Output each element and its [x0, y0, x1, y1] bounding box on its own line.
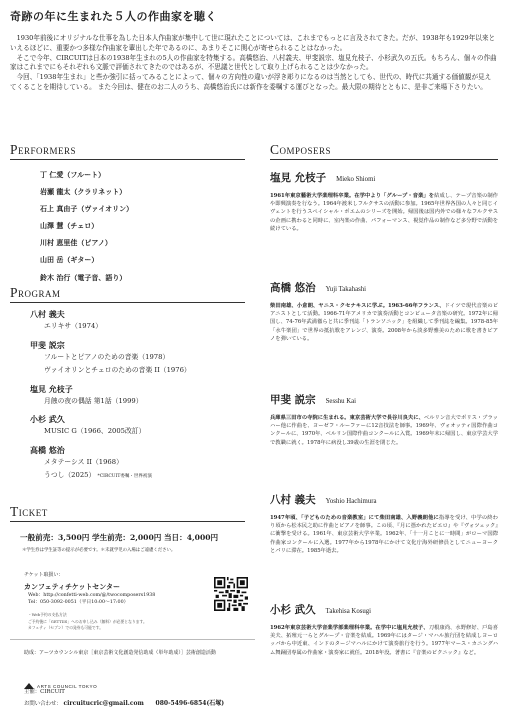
- composer-bio-lead: 柴田南雄、小倉朗、ヤニス・クセナキスに学ぶ。1963-66年フランス、: [270, 303, 445, 309]
- composer-profile: [270, 170, 498, 233]
- performer-item: 丁 仁愛（フルート）: [40, 170, 106, 179]
- program-composer: 小杉 武久: [30, 414, 65, 424]
- composer-bio-text: 結成し、テープ音楽の制作や即興演奏を行なう。1964年渡米しフルクサスの活動に参加。1965年世界各国の人々と同じイヴェントを行うスペイシャル・ポエムのシリーズを開始。帰国後は国内外での様々なフルクサスの企画に携わると同時に、室内楽の作曲、パフォーマンス、視覚作品の制作など多分野で活動を続けている。: [270, 193, 498, 232]
- program-work: 月蝕の夜の偶話 第1話（1999）: [44, 396, 143, 405]
- ticket-phone: Tel：050-3092-0051（平日10:00〜17:00）: [28, 600, 129, 606]
- composer-name-jp: 甲斐 説宗: [270, 394, 316, 406]
- ticket-sales-label: チケット取扱い：: [24, 572, 64, 578]
- composer-name: [270, 492, 498, 507]
- support-credit: [10, 639, 255, 656]
- intro-paragraph: 1930年前後にオリジナルな仕事を為した日本人作曲家が集中して世に現れたことについては、これまでもっとに言及されてきた。だが、1938年も1929年以来といえるほどに、重要かつ多様な作曲家を輩出した年であるのに、あまりそこに関心が寄せられることはなかった。: [10, 34, 496, 52]
- ticket-price-note: ＊学生券は学生証等の提示が必要です。＊未就学児の入場はご遠慮ください。: [22, 548, 176, 553]
- ticket-notes: [28, 612, 255, 631]
- performer-item: 山澤 慧（チェロ）: [40, 221, 99, 231]
- composer-name-roman: Sesshu Kai: [325, 398, 357, 405]
- intro-paragraph: 今回、「1938年生まれ」と些か強引に括ってみることによって、個々の方向性の違いが浮き彫りになるのは当然としても、世代の、時代に共通する価値観が見えてくることを期待している。 また今回は、健在のお二人のうち、高橋悠治氏には新作を委嘱する運びとなった。最大限の期待とともに、是非ご来場下さりたい。: [10, 73, 492, 91]
- program-work: [44, 469, 255, 484]
- ticket-web-link[interactable]: Web：http://confetti-web.com/@/twocomposers1938: [28, 593, 156, 598]
- composer-bio-lead: 1947年頃、「子どものための音楽教室」にて柴田南雄、入野義朗他に: [270, 515, 439, 521]
- program-work: メタテーシス II（1968）: [44, 457, 123, 466]
- composer-bio-text: ベルリン音大でボリス・ブラッハー他に作曲を、ヨーゼフ・ルーファーに12音技法を師事。1969年、ヴォオッティ国際作曲コンクールに、1970年、ベルリン国際作曲コンクールに入賞。1969年末に帰国し、東京学芸大学で教職に就く。1978年に病没し39歳の生涯を閉じた。: [270, 415, 498, 446]
- composer-bio: [270, 192, 498, 233]
- composer-name-roman: Takehisa Kosugi: [325, 608, 372, 615]
- composer-name-jp: 小杉 武久: [270, 604, 316, 616]
- composer-bio-lead: 1961年東京藝術大学楽理科卒業。在学中より「グループ・音楽」を: [270, 193, 435, 199]
- program-work-title: うつし（2025）: [44, 471, 96, 479]
- composer-name-roman: Yoshio Hachimura: [325, 498, 377, 505]
- organizer: 主催：CIRCUIT: [24, 689, 65, 695]
- composer-profile: [270, 392, 498, 447]
- ticket-note-line: カフェティ（セブン）での発券も可能です。: [28, 624, 103, 630]
- ticket-center-name: カンフェティチケットセンター: [24, 582, 120, 591]
- footer: [24, 668, 224, 710]
- intro-text: [10, 34, 497, 93]
- performers-heading: Performers: [10, 142, 245, 160]
- program-section: [10, 285, 255, 484]
- program-composer: 塩見 允枝子: [30, 383, 73, 394]
- composer-bio-lead: 1962年東京芸術大学音楽学部楽理科卒業。在学中に塩見允枝子、: [270, 625, 429, 631]
- program-list: [30, 309, 255, 484]
- contact-label: お問い合わせ：: [24, 701, 62, 707]
- composer-bio: [270, 302, 498, 343]
- program-heading: Program: [10, 285, 245, 303]
- ticket-heading: Ticket: [10, 504, 245, 522]
- composer-bio: [270, 624, 498, 657]
- composer-bio-text: 指導を受け、中学の終わり頃から松本民之助に作曲とピアノを師事。この頃、『月に憑かれたピエロ』や『ヴォツェック』に衝撃を受ける。1961年、東京芸術大学卒業。1962年、「十一月ことに一時間」がローマ国際作曲家コンクールに入選。1977年から1978年にかけて文化庁海外研修員としてニューヨークとパリに滞在。1985年逝去。: [270, 515, 498, 554]
- left-column: [10, 142, 255, 707]
- composer-bio-text: ドイツで現代音楽のピアニストとして活動。1966-71年アメリカで演奏活動とコンピュータ音楽の研究。1972年に帰国し、74-76年武満徹らと共に季刊誌「トランソニック」を組織して季刊誌を編集。1978-85年「水牛楽団」で世界の抵抗歌をアレンジ、演奏。2008年から淡多野雅美のために歌を書きピアノを弾いている。: [270, 303, 498, 342]
- composer-name: [270, 602, 498, 617]
- program-composer: 高橋 悠治: [30, 444, 65, 455]
- right-column: [270, 142, 498, 656]
- contact-email[interactable]: circuitucric@gmail.com: [63, 700, 144, 707]
- performer-item: 岩瀬 龍太（クラリネット）: [40, 187, 127, 197]
- ticket-price: 一般前売：3,500円 学生前売：2,000円 当日：4,000円: [20, 533, 219, 542]
- program-composer: 甲斐 説宗: [30, 339, 65, 350]
- performer-item: 山田 岳（ギター）: [40, 255, 99, 265]
- composer-name-roman: Mieko Shiomi: [336, 176, 376, 183]
- contact-phone: 080-5496-6854(石塚): [155, 700, 225, 707]
- composers-heading: Composers: [270, 142, 498, 160]
- composer-bio-text: 刀根康尚、水野修好、戸島喜美夫、拓殖元一らとグループ・音楽を結成。1969年にはタージ・マハル旅行団を結成しヨーロッパから中近東、インドのタージマハルにかけて演奏旅行を行う。1977年マース・カニングハム舞踊団専属の作曲家・演奏家に就任。2018年没。著書に『音楽のピクニック』など。: [270, 625, 498, 656]
- composer-profile: [270, 602, 498, 657]
- performer-item: 鈴木 治行（電子音、語り）: [40, 272, 127, 282]
- arts-council-name: ARTS COUNCIL TOKYO: [37, 683, 98, 689]
- composer-profile: [270, 492, 498, 555]
- composer-name: [270, 392, 498, 407]
- composer-name-jp: 塩見 允枝子: [270, 172, 327, 184]
- program-composer: 八村 義夫: [30, 309, 65, 319]
- composer-bio: [270, 514, 498, 555]
- composer-bio-lead: 兵庫県三田市の寺院に生まれる。東京芸術大学で長谷川良夫に、: [270, 415, 424, 421]
- ticket-note-line: ご予約後に「GETTIIS」へのお申し込み（無料）が必要となります。: [28, 618, 147, 624]
- performers-list: [40, 166, 255, 286]
- program-work: ヴァイオリンとチェロのための音楽 II（1976）: [44, 366, 191, 374]
- composer-name-roman: Yuji Takahashi: [325, 286, 367, 293]
- premiere-note: *CIRCUIT委嘱・世界初演: [97, 474, 152, 479]
- ticket-note-line: ・Web予約の支払方法: [28, 612, 67, 618]
- program-work: MUSIC G（1966、2005改訂）: [44, 427, 146, 435]
- ticket-sales-info: [24, 571, 255, 681]
- composer-bio: [270, 414, 498, 447]
- performer-item: 川村 恵里佳（ピアノ）: [40, 238, 112, 248]
- contact-line: [24, 698, 224, 710]
- composer-name-jp: 八村 義夫: [270, 494, 316, 506]
- composer-name: [270, 170, 498, 185]
- composer-profile: [270, 280, 498, 343]
- composer-name: [270, 280, 498, 295]
- program-work: エリキサ（1974）: [44, 322, 103, 330]
- performer-item: 石上 真由子（ヴァイオリン）: [40, 204, 134, 214]
- intro-paragraph: そこで今年、CIRCUITは日本の1938年生まれの5人の作曲家を特集する。高橋悠治、八村義夫、甲斐説宗、塩見允枝子、小杉武久の五氏。もちろん、個々の作曲家はこれまでにもそれぞれも文脈で評価されてきたのではあるが、不思議と世代として取り上げられることは少なかった。: [10, 53, 497, 72]
- support-text: 助成：アーツカウンシル東京［東京芸術文化創造発信助成（単年助成）］芸術創造活動: [24, 650, 216, 656]
- qr-code-icon[interactable]: [214, 577, 248, 611]
- program-work: フルートとピアノのための音楽（1978）: [44, 352, 170, 361]
- composer-name-jp: 高橋 悠治: [270, 282, 316, 294]
- page-title: 奇跡の年に生まれた５人の作曲家を聴く: [10, 10, 217, 23]
